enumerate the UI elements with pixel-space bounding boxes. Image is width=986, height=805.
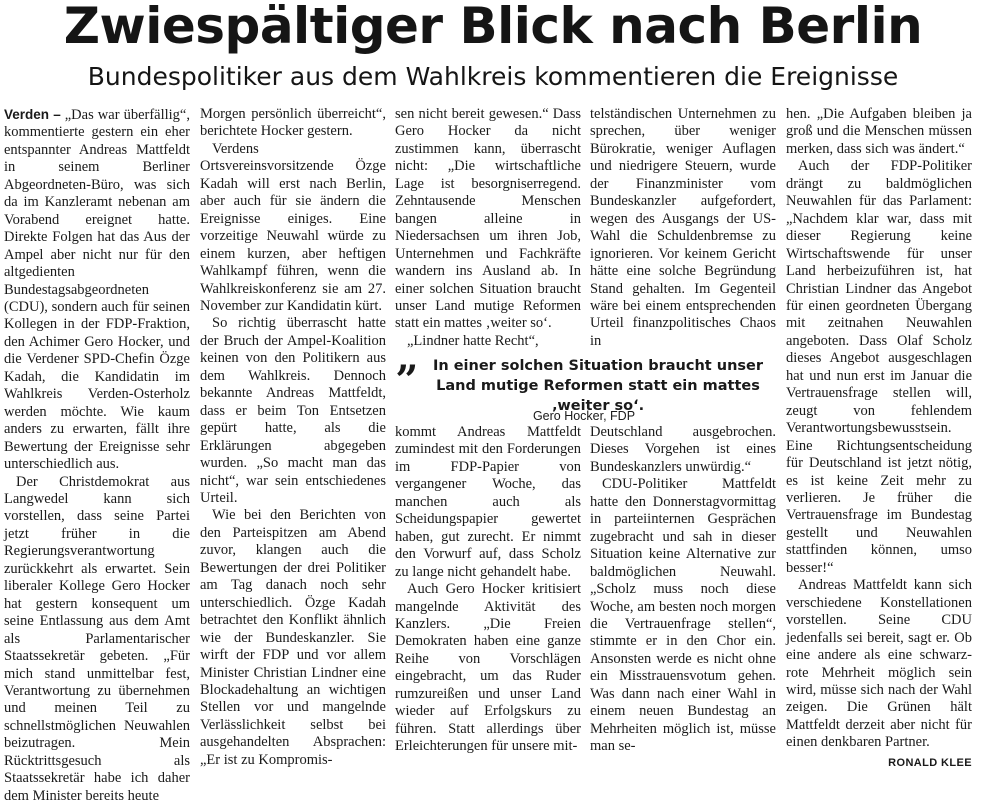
subheadline: Bundespolitiker aus dem Wahlkreis kommentieren die Ereignisse <box>87 62 899 91</box>
article-column-3-top <box>395 106 581 349</box>
paragraph: sen nicht bereit gewesen.“ Dass Gero Hocker da nicht zustimmen kann, überrascht nicht: „Die wirtschaftliche Lage ist besorgniserregend. Zehntausende Menschen bangen alleine in Niedersachsen um ihren Job, Unternehmen und Fachkräfte wandern ins Ausland ab. In einer solchen Situation braucht unser Land mutige Reformen statt ein mattes ‚weiter so‘. <box>395 106 581 332</box>
paragraph: kommt Andreas Mattfeldt zumindest mit den Forderungen im FDP-Papier von vergangener Woche, das manchen auch als Scheidungspapier gewertet haben, gut zurecht. Er nimmt den Vorwurf auf, dass Scholz zu lange nicht gehandelt habe. <box>395 424 581 580</box>
paragraph: Wie bei den Berichten von den Parteispitzen am Abend zuvor, klangen auch die Bewertungen der drei Politiker am Tag danach noch sehr unterschiedlich. Özge Kadah betrachtet den Konflikt ähnlich wie der Bundeskanzler. Sie wirft der FDP und vor allem Minister Christian Lindner eine Blockadehaltung an wichtigen Stellen vor und mangelnde Verlässlichkeit selbst bei ausgehandelten Absprachen: „Er ist zu Kompromis- <box>200 507 386 768</box>
article-column-2 <box>200 106 386 769</box>
paragraph: telständischen Unternehmen zu sprechen, über weniger Bürokratie, weniger Auflagen und niedrigere Steuern, wurde der Finanzminister vom Bundeskanzler aufgefordert, wegen des Ausgangs der US-Wahl die Schuldenbremse zu ignorieren. Vor keinem Gericht hätte eine solche Begründung Stand gehalten. Im Gegenteil wäre bei einem entsprechenden Urteil finanzpolitisches Chaos in <box>590 106 776 349</box>
paragraph: Der Christdemokrat aus Langwedel kann sich vorstellen, dass seine Partei jetzt früher in die Regierungsverantwortung zurückkehrt als erwartet. Sein liberaler Kollege Gero Hocker hat gestern konsequent um seine Entlassung aus dem Amt als Parlamentarischer Staatssekretär gebeten. „Für mich stand unmittelbar fest, Verantwortung zu übernehmen und meinen Teil zu schnellstmöglichen Neuwahlen beizutragen. Mein Rücktrittsgesuch als Staatssekretär habe ich daher dem Minister bereits heute <box>4 473 190 804</box>
article-column-1 <box>4 106 190 805</box>
quote-mark-icon: „ <box>396 334 414 381</box>
paragraph <box>786 577 972 769</box>
article-column-3-bottom <box>395 424 581 756</box>
paragraph: So richtig überrascht hatte der Bruch der Ampel-Koalition keinen von den Politikern aus dem Wahlkreis. Dennoch bekannte Andreas Mattfeldt, dass er beim Ton Entsetzen gepürt hatte, als die Erklärungen abgegeben wurden. „So macht man das nicht“, war sein entschiedenes Urteil. <box>200 315 386 506</box>
article-column-4-top <box>590 106 776 349</box>
article-column-4-bottom <box>590 424 776 756</box>
paragraph: Auch der FDP-Politiker drängt zu baldmöglichen Neuwahlen für das Parlament: „Nachdem klar war, dass mit dieser Regierung keine Wirtschaftswende für unser Land herbeizuführen ist, hat Christian Lindner das Angebot für einen geordneten Übergang mit zeitnahen Neuwahlen angeboten. Dass Olaf Scholz dieses Angebot ausgeschlagen hat und nun erst im Januar die Vertrauensfrage stellen will, zeugt von fehlendem Verantwortungsbewusstsein. Eine Richtungsentscheidung für Deutschland ist jetzt nötig, es ist keine Zeit mehr zu verlieren. Je früher die Vertrauensfrage im Bundestag gestellt und Neuwahlen stattfinden können, umso besser!“ <box>786 158 972 576</box>
paragraph: Morgen persönlich überreicht“, berichtete Hocker gestern. <box>200 106 386 140</box>
headline: Zwiespältiger Blick nach Berlin <box>63 0 923 55</box>
author-byline: RONALD KLEE <box>888 756 972 769</box>
paragraph-text: Andreas Mattfeldt kann sich verschiedene Konstellationen vorstellen. Seine CDU jedenfalls sei bereit, sagt er. Ob eine andere als eine schwarz-rote Mehrheit möglich sein wird, müsse sich nach der Wahl zeigen. Die Grünen hält Mattfeldt derzeit aber nicht für einen denkbaren Partner. <box>786 577 972 751</box>
article-column-5 <box>786 106 972 772</box>
paragraph: hen. „Die Aufgaben bleiben ja groß und die Menschen müssen merken, dass sich was ändert.“ <box>786 106 972 157</box>
paragraph <box>4 106 190 474</box>
paragraph-text: „Das war überfällig“, kommentierte gestern ein eher entspannter Andreas Mattfeldt in seinem Berliner Abgeordneten-Büro, was sich da im Kanzleramt nebenan am Vorabend ereignet hatte. Direkte Folgen hat das Aus der Ampel aber nicht nur für den altgedienten Bundestagsabgeordneten (CDU), sondern auch für seinen Kollegen in der FDP-Fraktion, den Achimer Gero Hocker, und die Verdener SPD-Chefin Özge Kadah, die Kandidatin im Wahlkreis Verden-Osterholz werden möchte. Wie kaum anders zu erwarten, fällt ihre Bewertung der Ereignisse sehr unterschiedlich aus. <box>4 107 190 473</box>
paragraph: Auch Gero Hocker kritisiert mangelnde Aktivität des Kanzlers. „Die Freien Demokraten haben eine ganze Reihe von Vorschlägen eingebracht, um das Ruder rumzureißen und unser Land wieder auf Erfolgskurs zu führen. Statt allerdings über Erleichterungen für unsere mit- <box>395 581 581 755</box>
paragraph: Deutschland ausgebrochen. Dieses Vorgehen ist eines Bundeskanzlers unwürdig.“ <box>590 424 776 475</box>
pull-quote-text: In einer solchen Situation braucht unser Land mutige Reformen statt ein mattes ‚weiter so‘. <box>432 358 764 414</box>
pull-quote-source: Gero Hocker, FDP <box>532 409 636 423</box>
dateline: Verden – <box>4 107 61 122</box>
paragraph: Verdens Ortsvereinsvorsitzende Özge Kadah will erst nach Berlin, aber auch für sie ändern die Ereignisse einiges. Eine vorzeitige Neuwahl würde zu einem kurzen, aber heftigen Wahlkampf führen, wenn die Wahlkreiskonferenz sie am 27. November zur Kandidatin kürt. <box>200 140 386 314</box>
paragraph: CDU-Politiker Mattfeldt hatte den Donnerstagvormittag in parteiinternen Gesprächen zugebracht und sah in dieser Situation keine Alternative zur baldmöglichen Neuwahl. „Scholz muss noch diese Woche, am besten noch morgen die Vertrauenfrage stellen“, stimmte er in den Chor ein. Ansonsten werde es nicht ohne ein Misstrauensvotum gehen. Was dann nach einer Wahl in einem neuen Bundestag an Mehrheiten möglich ist, müsse man se- <box>590 476 776 755</box>
paragraph: „Lindner hatte Recht“, <box>407 332 539 349</box>
